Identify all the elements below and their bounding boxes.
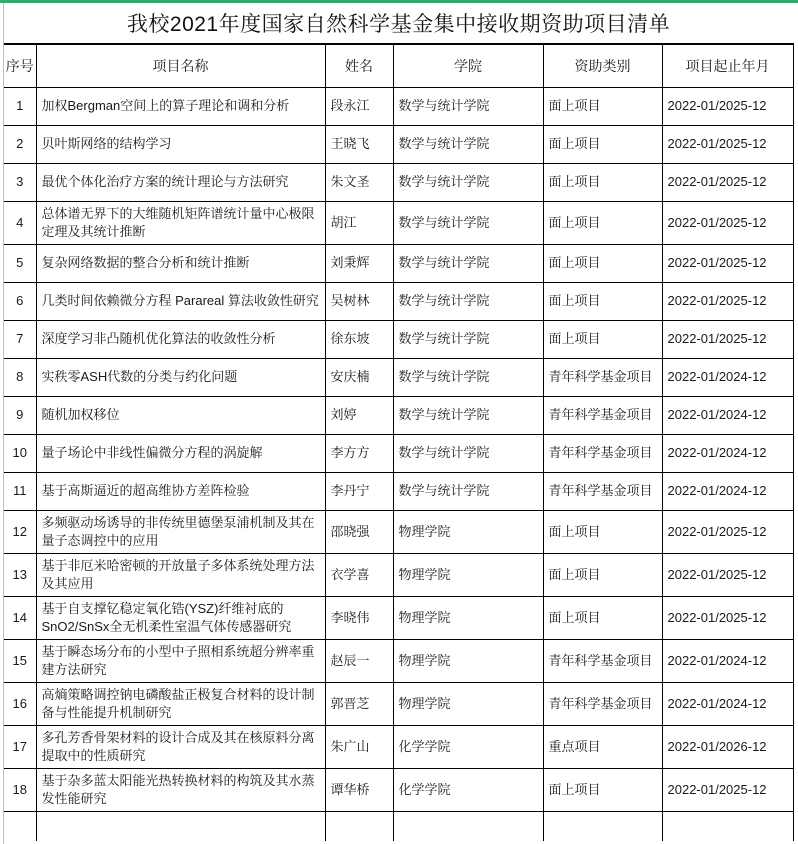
cell-project-name: 加权Bergman空间上的算子理论和调和分析: [36, 87, 325, 125]
cell-college: 数学与统计学院: [393, 434, 543, 472]
cell-project-name: 量子场论中非线性偏微分方程的涡旋解: [36, 434, 325, 472]
cell-person-name: 安庆楠: [325, 358, 393, 396]
cell-empty: [325, 811, 393, 841]
cell-project-name: 基于杂多蓝太阳能光热转换材料的构筑及其水蒸发性能研究: [36, 768, 325, 811]
cell-project-name: 贝叶斯网络的结构学习: [36, 125, 325, 163]
sheet: [4, 3, 793, 841]
cell-person-name: 徐东坡: [325, 320, 393, 358]
table-row: [4, 639, 793, 682]
cell-person-name: 段永江: [325, 87, 393, 125]
cell-funding-type: 面上项目: [543, 320, 662, 358]
cell-project-name: 基于高斯逼近的超高维协方差阵检验: [36, 472, 325, 510]
cell-person-name: 李丹宁: [325, 472, 393, 510]
cell-index: 2: [4, 125, 36, 163]
table-row: [4, 510, 793, 553]
table-row: [4, 472, 793, 510]
cell-date-range: 2022-01/2024-12: [662, 434, 793, 472]
cell-index: 16: [4, 682, 36, 725]
cell-college: 数学与统计学院: [393, 163, 543, 201]
cell-college: 物理学院: [393, 682, 543, 725]
cell-funding-type: 面上项目: [543, 87, 662, 125]
cell-index: 7: [4, 320, 36, 358]
cell-person-name: 李方方: [325, 434, 393, 472]
header-index: 序号: [4, 44, 36, 87]
cell-person-name: 李晓伟: [325, 596, 393, 639]
cell-index: 8: [4, 358, 36, 396]
header-row: [4, 44, 793, 87]
cell-funding-type: 青年科学基金项目: [543, 682, 662, 725]
cell-person-name: 刘秉辉: [325, 244, 393, 282]
cell-date-range: 2022-01/2025-12: [662, 125, 793, 163]
cell-date-range: 2022-01/2024-12: [662, 358, 793, 396]
cell-empty: [393, 811, 543, 841]
cell-college: 物理学院: [393, 596, 543, 639]
cell-person-name: 衣学喜: [325, 553, 393, 596]
table-row: [4, 553, 793, 596]
cell-date-range: 2022-01/2025-12: [662, 510, 793, 553]
cell-project-name: 基于瞬态场分布的小型中子照相系统超分辨率重建方法研究: [36, 639, 325, 682]
cell-person-name: 胡江: [325, 201, 393, 244]
cell-funding-type: 青年科学基金项目: [543, 434, 662, 472]
cell-college: 数学与统计学院: [393, 320, 543, 358]
cell-person-name: 朱文圣: [325, 163, 393, 201]
cell-index: 10: [4, 434, 36, 472]
cell-project-name: 实秩零ASH代数的分类与约化问题: [36, 358, 325, 396]
cell-funding-type: 面上项目: [543, 201, 662, 244]
cell-person-name: 刘婷: [325, 396, 393, 434]
cell-funding-type: 面上项目: [543, 510, 662, 553]
cell-project-name: 基于自支撑钇稳定氧化锆(YSZ)纤维衬底的SnO2/SnSx全无机柔性室温气体传感器研究: [36, 596, 325, 639]
table-row: [4, 125, 793, 163]
table-row: [4, 396, 793, 434]
table-row: [4, 596, 793, 639]
cell-empty: [4, 811, 36, 841]
cell-date-range: 2022-01/2025-12: [662, 87, 793, 125]
cell-person-name: 朱广山: [325, 725, 393, 768]
cell-project-name: 总体谱无界下的大维随机矩阵谱统计量中心极限定理及其统计推断: [36, 201, 325, 244]
cell-person-name: 吴树林: [325, 282, 393, 320]
cell-college: 数学与统计学院: [393, 125, 543, 163]
cell-index: 14: [4, 596, 36, 639]
cell-college: 数学与统计学院: [393, 472, 543, 510]
cell-index: 12: [4, 510, 36, 553]
cell-empty: [543, 811, 662, 841]
cell-funding-type: 重点项目: [543, 725, 662, 768]
cell-project-name: 几类时间依赖微分方程 Parareal 算法收敛性研究: [36, 282, 325, 320]
cell-funding-type: 面上项目: [543, 553, 662, 596]
table-row: [4, 87, 793, 125]
cell-project-name: 多孔芳香骨架材料的设计合成及其在核原料分离提取中的性质研究: [36, 725, 325, 768]
header-date-range: 项目起止年月: [662, 44, 793, 87]
table-row: [4, 320, 793, 358]
cell-date-range: 2022-01/2025-12: [662, 768, 793, 811]
cell-project-name: 最优个体化治疗方案的统计理论与方法研究: [36, 163, 325, 201]
cell-index: 11: [4, 472, 36, 510]
cell-date-range: 2022-01/2025-12: [662, 244, 793, 282]
table-row: [4, 244, 793, 282]
cell-person-name: 邵晓强: [325, 510, 393, 553]
table-row: [4, 358, 793, 396]
cell-project-name: 随机加权移位: [36, 396, 325, 434]
cell-funding-type: 面上项目: [543, 244, 662, 282]
cell-college: 物理学院: [393, 639, 543, 682]
cell-project-name: 深度学习非凸随机优化算法的收敛性分析: [36, 320, 325, 358]
cell-college: 物理学院: [393, 553, 543, 596]
cell-date-range: 2022-01/2024-12: [662, 396, 793, 434]
cell-index: 17: [4, 725, 36, 768]
cell-college: 数学与统计学院: [393, 87, 543, 125]
cell-index: 18: [4, 768, 36, 811]
table-row: [4, 682, 793, 725]
cell-index: 1: [4, 87, 36, 125]
cell-date-range: 2022-01/2025-12: [662, 201, 793, 244]
partial-row: [4, 811, 793, 841]
cell-college: 数学与统计学院: [393, 244, 543, 282]
header-college: 学院: [393, 44, 543, 87]
header-funding-type: 资助类别: [543, 44, 662, 87]
cell-funding-type: 青年科学基金项目: [543, 396, 662, 434]
cell-funding-type: 面上项目: [543, 125, 662, 163]
cell-index: 5: [4, 244, 36, 282]
table-row: [4, 434, 793, 472]
cell-project-name: 多频驱动场诱导的非传统里德堡泵浦机制及其在量子态调控中的应用: [36, 510, 325, 553]
cell-funding-type: 面上项目: [543, 596, 662, 639]
cell-funding-type: 青年科学基金项目: [543, 358, 662, 396]
cell-funding-type: 青年科学基金项目: [543, 472, 662, 510]
cell-index: 6: [4, 282, 36, 320]
cell-empty: [662, 811, 793, 841]
cell-date-range: 2022-01/2025-12: [662, 320, 793, 358]
cell-index: 4: [4, 201, 36, 244]
cell-college: 化学学院: [393, 768, 543, 811]
cell-college: 数学与统计学院: [393, 201, 543, 244]
cell-college: 数学与统计学院: [393, 282, 543, 320]
cell-index: 9: [4, 396, 36, 434]
cell-funding-type: 青年科学基金项目: [543, 639, 662, 682]
table-row: [4, 201, 793, 244]
header-person-name: 姓名: [325, 44, 393, 87]
cell-college: 物理学院: [393, 510, 543, 553]
cell-date-range: 2022-01/2024-12: [662, 682, 793, 725]
cell-date-range: 2022-01/2025-12: [662, 282, 793, 320]
cell-index: 13: [4, 553, 36, 596]
cell-date-range: 2022-01/2025-12: [662, 596, 793, 639]
cell-person-name: 赵辰一: [325, 639, 393, 682]
cell-index: 15: [4, 639, 36, 682]
cell-date-range: 2022-01/2026-12: [662, 725, 793, 768]
cell-funding-type: 面上项目: [543, 163, 662, 201]
table-row: [4, 163, 793, 201]
cell-empty: [36, 811, 325, 841]
cell-date-range: 2022-01/2025-12: [662, 553, 793, 596]
page-title: 我校2021年度国家自然科学基金集中接收期资助项目清单: [126, 13, 671, 36]
cell-funding-type: 面上项目: [543, 282, 662, 320]
cell-index: 3: [4, 163, 36, 201]
cell-date-range: 2022-01/2024-12: [662, 639, 793, 682]
cell-person-name: 郭晋芝: [325, 682, 393, 725]
header-project-name: 项目名称: [36, 44, 325, 87]
cell-project-name: 高熵策略调控钠电磷酸盐正极复合材料的设计制备与性能提升机制研究: [36, 682, 325, 725]
cell-date-range: 2022-01/2024-12: [662, 472, 793, 510]
cell-college: 化学学院: [393, 725, 543, 768]
cell-project-name: 基于非厄米哈密顿的开放量子多体系统处理方法及其应用: [36, 553, 325, 596]
cell-college: 数学与统计学院: [393, 396, 543, 434]
cell-college: 数学与统计学院: [393, 358, 543, 396]
table-row: [4, 768, 793, 811]
table-row: [4, 282, 793, 320]
cell-funding-type: 面上项目: [543, 768, 662, 811]
cell-project-name: 复杂网络数据的整合分析和统计推断: [36, 244, 325, 282]
cell-date-range: 2022-01/2025-12: [662, 163, 793, 201]
table-body: [4, 87, 793, 841]
table-row: [4, 725, 793, 768]
projects-table: [4, 43, 794, 841]
cell-person-name: 谭华桥: [325, 768, 393, 811]
cell-person-name: 王晓飞: [325, 125, 393, 163]
